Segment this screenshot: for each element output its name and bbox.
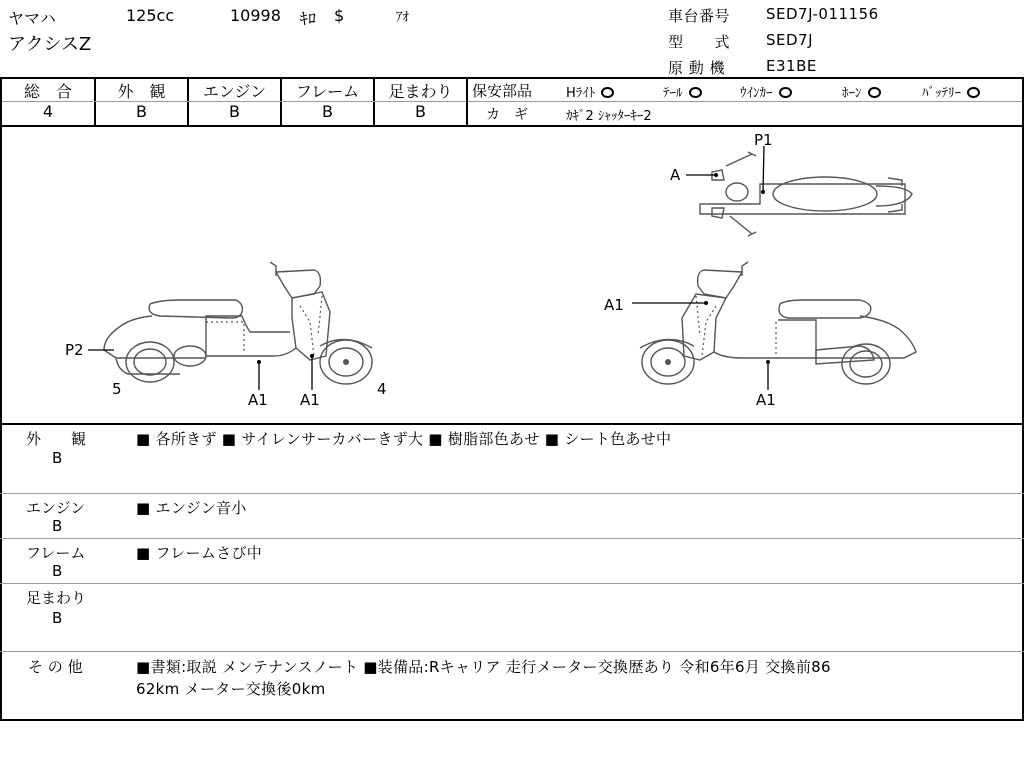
frame-number-value: SED7J-011156 <box>766 5 879 23</box>
marker-a1-right-bottom: A1 <box>756 391 776 409</box>
safety-item-taillight: ﾃｰﾙ <box>663 82 702 101</box>
section-frame-grade: B <box>52 562 63 580</box>
grade-overall-value: 4 <box>42 102 54 121</box>
section-engine-label: エンジン <box>26 499 86 517</box>
model-type-value: SED7J <box>766 31 814 49</box>
section-engine-text: ■ エンジン音小 <box>136 499 247 517</box>
section-other-label: そ の 他 <box>28 658 83 676</box>
marker-a1-right-top: A1 <box>604 296 624 314</box>
maker: ヤマハ <box>8 9 56 28</box>
grade-exterior-label: 外 観 <box>117 82 166 101</box>
section-exterior-text: ■ 各所きず ■ サイレンサーカバーきず大 ■ 樹脂部色あせ ■ シート色あせ中 <box>136 430 672 448</box>
color: ｱｵ <box>396 10 409 25</box>
grade-overall-label: 総 合 <box>23 82 72 101</box>
section-suspension-grade: B <box>52 609 63 627</box>
engine-model-label: 原 動 機 <box>668 59 726 77</box>
marker-5: 5 <box>112 380 122 398</box>
section-exterior-grade: B <box>52 449 63 467</box>
safety-item-horn: ﾎｰﾝ <box>842 82 881 101</box>
ok-circle-icon <box>689 87 702 98</box>
displacement: 125cc <box>126 6 175 25</box>
section-engine-grade: B <box>52 517 63 535</box>
marker-a1-left-b: A1 <box>300 391 320 409</box>
model-type-label: 型 式 <box>668 33 731 51</box>
section-other-line2: 62km メーター交換後0km <box>136 680 326 698</box>
key-label: カ ギ <box>486 107 528 123</box>
section-frame-label: フレーム <box>26 544 86 562</box>
marker-a1-left-a: A1 <box>248 391 268 409</box>
ok-circle-icon <box>601 87 614 98</box>
mileage: 10998 <box>230 6 281 25</box>
marker-p2: P2 <box>65 341 84 359</box>
engine-model-value: E31BE <box>766 57 817 75</box>
ok-circle-icon <box>779 87 792 98</box>
grade-suspension-label: 足まわり <box>388 82 453 101</box>
marker-a: A <box>670 166 681 184</box>
marker-4: 4 <box>377 380 387 398</box>
section-frame-text: ■ フレームさび中 <box>136 544 263 562</box>
grade-engine-value: B <box>229 102 240 121</box>
grade-frame-value: B <box>322 102 333 121</box>
marker-p1: P1 <box>754 131 773 149</box>
grade-exterior-value: B <box>136 102 147 121</box>
grade-engine-label: エンジン <box>202 82 267 101</box>
scooter-right-view <box>640 262 916 384</box>
divider <box>0 719 1024 721</box>
scooter-left-view <box>104 262 372 384</box>
frame-number-label: 車台番号 <box>668 7 731 25</box>
safety-item-battery: ﾊﾞｯﾃﾘｰ <box>922 82 980 101</box>
ok-circle-icon <box>868 87 881 98</box>
section-other-line1: ■書類:取説 メンテナンスノート ■装備品:Rキャリア 走行メーター交換歴あり 令和6年6月 交換前86 <box>136 658 831 676</box>
grade-suspension-value: B <box>415 102 426 121</box>
section-exterior-label: 外 観 <box>26 430 87 448</box>
safety-parts-label: 保安部品 <box>472 82 533 100</box>
mileage-unit: ｷﾛ <box>300 9 317 28</box>
currency: $ <box>334 6 345 25</box>
divider <box>0 423 1024 425</box>
section-suspension-label: 足まわり <box>26 589 87 607</box>
safety-item-winker: ｳｲﾝｶｰ <box>740 82 792 101</box>
damage-diagram <box>0 126 1024 423</box>
model-name: アクシスZ <box>8 34 92 55</box>
ok-circle-icon <box>967 87 980 98</box>
leader-lines <box>686 146 765 194</box>
key-value: ｶｷﾞ2 ｼｬｯﾀｰｷｰ2 <box>566 109 652 124</box>
safety-item-headlight: Hﾗｲﾄ <box>566 82 614 101</box>
grade-frame-label: フレーム <box>295 82 360 101</box>
scooter-top-view <box>700 152 912 236</box>
